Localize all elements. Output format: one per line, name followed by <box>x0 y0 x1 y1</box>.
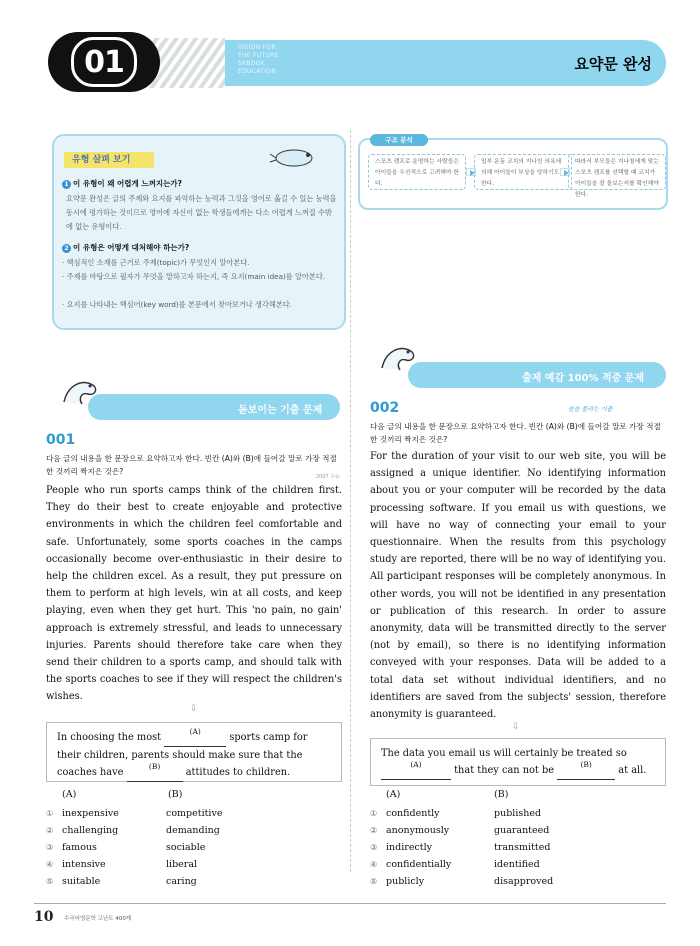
type-info-tab: 유형 살펴 보기 <box>64 152 154 168</box>
option-5[interactable]: ⑤ suitable caring <box>46 876 197 887</box>
footer-text: 수국어영문학 고난도 400제 <box>64 916 132 922</box>
chapter-number: 01 <box>71 37 137 87</box>
option-4[interactable]: ④ confidentially identified <box>370 859 540 870</box>
passage-002: For the duration of your visit to our web site, you will be assigned a unique identifier. No identifying information about you or your computer will be recorded by the data processing software. If you email us with questions, we will have no way of connecting your email to your questionnaire. When the results from this psychology study are reported, there will be no way of identifying you. All participant responses will be completely anonymous. In other words, you will not be identified in any presentation or publication of this research. In order to assure anonymity, data will be transmitted directly to the server (not by email), so there is no identifying information conveyed with your responses. Data will be added to a total data set without individual identifiers, and no identifiers are saved from the subjects' session, therefore anonymity is guaranteed. <box>370 451 666 721</box>
header-vision-text: VISION FOR THE FUTURE SKBOOK EDUCATION <box>238 44 279 75</box>
summary-002: The data you email us will certainly be treated so $^{(A)}$ that they can not be $^{(B)}$ at all. <box>370 738 666 786</box>
option-3[interactable]: ③ indirectly transmitted <box>370 842 551 853</box>
left-section-title: 돋보이는 기출 문제 <box>238 405 323 416</box>
option-1[interactable]: ① inexpensive competitive <box>46 808 223 819</box>
option-2[interactable]: ② challenging demanding <box>46 825 220 836</box>
question-number-002: 002 <box>370 400 400 416</box>
chapter-title: 요약문 완성 <box>574 55 652 73</box>
column-a-header: (A) <box>62 789 77 800</box>
dragon-icon <box>376 340 420 374</box>
chapter-number-badge <box>48 32 160 92</box>
info-bullet-2: · 주제를 바탕으로 필자가 무엇을 말하고자 하는지, 즉 요지(main idea)를 알아본다. <box>62 272 326 281</box>
info-bullet-3: · 요지를 나타내는 핵심어(key word)를 본문에서 찾아보거나 생각해본다. <box>62 300 292 309</box>
column-b-header: (B) <box>168 789 183 800</box>
info-paragraph-1: 요약문 완성은 글의 주제와 요지를 파악하는 능력과 그것을 영어로 옮길 수 있는 능력을 동시에 평가하는 것이므로 영어에 자신이 없는 학생들에게는 다소 어렵게 느껴질 수밖에 없는 유형이다. <box>66 194 337 231</box>
passage-001: People who run sports camps think of the children first. They do their best to create enjoyable and protective environments in which the children feel comfortable and safe. Unfortunately, some sports coaches in the camps occasionally become over-enthusiastic in their desire to help the children excel. As a result, they put pressure on them to perform at high levels, win at all costs, and keep playing, even when they get hurt. This 'no pain, no gain' approach is extremely stressful, and leads to unnecessary injuries. Parents should therefore take care when they send their children to a sports camp, and should talk with the sports coaches to see if they will respect the children's wishes. <box>46 485 342 703</box>
summary-001: In choosing the most $^{(A)}$ sports camp for their children, parents should make sure that the coaches have $^{(B)}$ attitudes to children. <box>46 722 342 782</box>
option-4[interactable]: ④ intensive liberal <box>46 859 198 870</box>
question-text-001: 다음 글의 내용을 한 문장으로 요약하고자 한다. 빈칸 (A)와 (B)에 들어갈 말로 가장 적절한 것끼리 짝지은 것은? <box>46 454 337 476</box>
footer-rule <box>34 903 666 904</box>
down-arrow-icon: ⇩ <box>190 704 198 714</box>
level-badge: 술술 풀리는 기출 <box>568 406 613 413</box>
structure-tab: 구조 분석 <box>370 134 428 146</box>
option-5[interactable]: ⑤ publicly disapproved <box>370 876 554 887</box>
right-section-title: 출제 예감 100% 적중 문제 <box>522 373 645 384</box>
question-source: 2007 수능 <box>316 474 340 480</box>
column-b-header: (B) <box>494 789 509 800</box>
structure-cell-1: 스포츠 캠프로 운영하는 사람들은 아이들을 우선적으로 고려해야 한다. <box>368 154 466 190</box>
column-a-header: (A) <box>386 789 401 800</box>
question-text-002: 다음 글의 내용을 한 문장으로 요약하고자 한다. 빈칸 (A)와 (B)에 들어갈 말로 가장 적절한 것끼리 짝지은 것은? <box>370 422 661 444</box>
structure-cell-3: 따라서 부모들은 지나침에게 맞는 스포츠 캠프를 선택할 때 코치가 아이들을 잘 돌보는지를 확인해야 한다. <box>568 154 666 190</box>
structure-cell-2: 일부 운동 코치의 지나친 의욕에 의해 아이들이 부상을 당하기도 한다. <box>474 154 572 190</box>
info-question-2: 2 이 유형은 어떻게 대처해야 하는가? <box>62 242 189 253</box>
bird-icon <box>268 146 320 170</box>
page-number: 10 <box>34 909 54 925</box>
down-arrow-icon: ⇩ <box>512 722 520 732</box>
option-2[interactable]: ② anonymously guaranteed <box>370 825 550 836</box>
column-divider <box>350 130 351 872</box>
options-002 <box>370 805 553 890</box>
option-3[interactable]: ③ famous sociable <box>46 842 206 853</box>
question-number-001: 001 <box>46 432 76 448</box>
option-1[interactable]: ① confidently published <box>370 808 542 819</box>
dragon-icon <box>58 374 102 408</box>
options-001 <box>46 805 222 890</box>
info-bullet-1: · 핵심적인 소재를 근거로 주제(topic)가 무엇인지 알아본다. <box>62 258 250 267</box>
info-question-1: 1 이 유형이 왜 어렵게 느껴지는가? <box>62 178 182 189</box>
